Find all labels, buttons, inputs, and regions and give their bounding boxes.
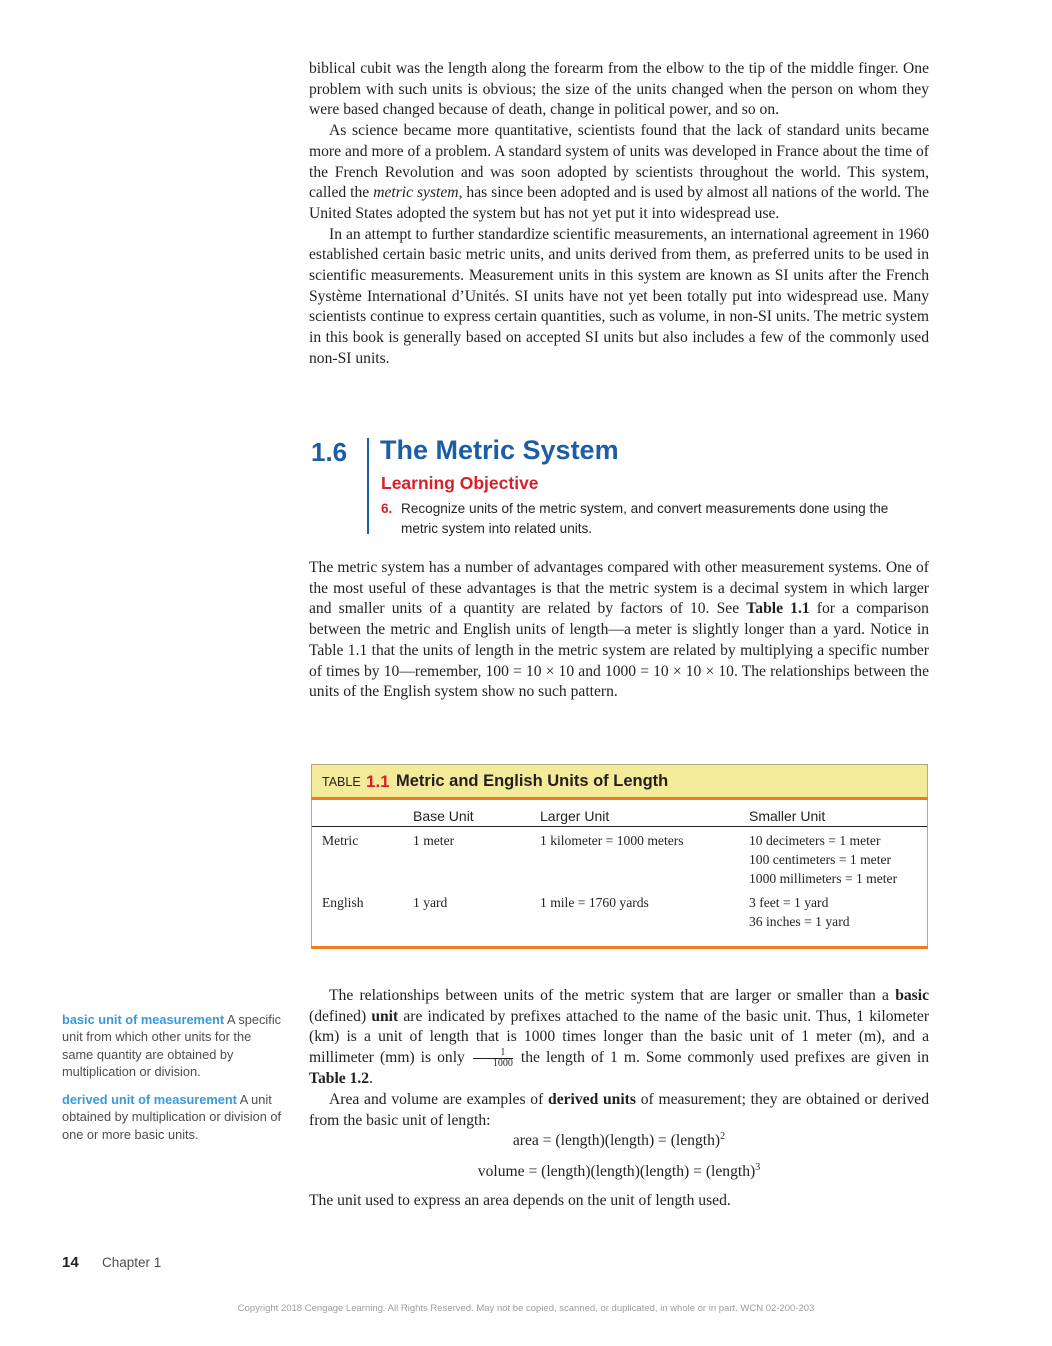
column-header-rule xyxy=(312,826,927,827)
table-bottom-rule xyxy=(311,946,928,949)
table-label: TABLE xyxy=(322,775,361,789)
table-1-2-reference: Table 1.2 xyxy=(309,1070,370,1088)
table-1-1-reference: Table 1.1 xyxy=(746,600,810,618)
fraction-one-thousandth: $\frac{1}{1000}$ xyxy=(473,1048,513,1069)
table-top-rule xyxy=(311,797,928,800)
table-border-left xyxy=(311,800,312,946)
units-paragraph-2: Area and volume are examples of derived units of measurement; they are obtained or derived from the basic unit of length: xyxy=(309,1090,929,1129)
term-basic: basic xyxy=(895,987,929,1004)
copyright-notice: Copyright 2018 Cengage Learning. All Rights Reserved. May not be copied, scanned, or duplicated, in whole or in part. WCN 02-200-203 xyxy=(237,1303,815,1314)
glossary-entry-basic-unit xyxy=(62,1011,284,1080)
table-1-1 xyxy=(311,764,928,949)
row-english-base: 1 yard xyxy=(413,895,448,910)
glossary-definition: A specific unit from which other units for the same quantity are obtained by multiplication or division. xyxy=(62,1012,282,1079)
glossary-term: derived unit of measurement xyxy=(62,1092,237,1108)
metric-paragraph-1: The metric system has a number of advantages compared with other measurement systems. One of the most useful of these advantages is that the metric system is a decimal system in which larger and smaller units of a quantity are related by factors of 10. See Table 1.1 for a comparison between the metric and English units of length—a meter is slightly longer than a yard. Notice in Table 1.1 that the units of length in the metric system are related by multiplying a specific number of times by 10—remember, 100 = 10 × 10 and 1000 = 10 × 10 × 10. The relationships between the units of the English system show no such pattern. xyxy=(309,559,929,701)
row-english-larger: 1 mile = 1760 yards xyxy=(540,895,649,910)
row-metric-smaller-3: 1000 millimeters = 1 meter xyxy=(749,871,898,886)
learning-objective-heading: Learning Objective xyxy=(381,473,539,493)
volume-equation: volume = (length)(length)(length) = (length)$^3$ xyxy=(477,1161,761,1180)
table-number: 1.1 xyxy=(366,772,390,791)
chapter-label: Chapter 1 xyxy=(102,1255,162,1270)
column-header-base-unit: Base Unit xyxy=(413,808,474,824)
learning-objective-text: Recognize units of the metric system, and convert measurements done using the metric system into related units. xyxy=(401,501,889,536)
metric-system-emphasis: metric system xyxy=(373,184,459,202)
units-text xyxy=(309,986,929,1211)
row-metric-base: 1 meter xyxy=(413,833,455,848)
margin-glossary xyxy=(62,1011,284,1154)
section-heading-rule xyxy=(367,438,369,534)
row-english-system: English xyxy=(322,895,364,910)
intro-paragraph-2: As science became more quantitative, scientists found that the lack of standard units became more and more of a problem. A standard system of units was developed in France about the time of the French Revolution and was soon adopted by scientists throughout the world. This system, called the metric system, has since been adopted and is used by almost all nations of the world. The United States adopted the system but has not yet put it into widespread use. xyxy=(309,122,929,222)
table-border-right xyxy=(927,800,928,946)
area-equation: area = (length)(length) = (length)$^2$ xyxy=(512,1131,726,1150)
term-derived-units: derived units xyxy=(548,1090,636,1108)
term-unit: unit xyxy=(371,1007,399,1025)
row-english-smaller-2: 36 inches = 1 yard xyxy=(749,914,850,929)
glossary-term: basic unit of measurement xyxy=(62,1012,225,1027)
learning-objective-number: 6. xyxy=(381,501,393,516)
column-header-larger-unit: Larger Unit xyxy=(540,808,610,824)
intro-paragraph-1: biblical cubit was the length along the forearm from the elbow to the tip of the middle finger. One problem with such units is obvious; the size of the units changed when the person on whom they were based changed because of death, change in political power, and so on. xyxy=(309,60,929,119)
learning-objective-item xyxy=(381,499,926,538)
table-title: Metric and English Units of Length xyxy=(396,772,669,790)
glossary-entry-derived-unit xyxy=(62,1091,284,1143)
units-paragraph-1: The relationships between units of the metric system that are larger or smaller than a basic (defined) unit are indicated by prefixes attached to the name of the basic unit. Thus, 1 kilometer (km) is a unit of length that is 1000 times longer than the basic unit of 1 meter (m), and a millimeter (mm) is only $\frac{1}{1000}$ the length of 1 m. Some commonly used prefixes are given in Table 1.2. xyxy=(309,987,930,1088)
section-title: The Metric System xyxy=(380,435,619,465)
column-header-smaller-unit: Smaller Unit xyxy=(749,808,826,824)
row-metric-larger: 1 kilometer = 1000 meters xyxy=(540,833,684,848)
page-number: 14 xyxy=(62,1254,79,1271)
section-number: 1.6 xyxy=(311,437,348,467)
metric-system-text xyxy=(309,558,929,703)
units-paragraph-3: The unit used to express an area depends on the unit of length used. xyxy=(309,1191,731,1209)
row-metric-smaller-2: 100 centimeters = 1 meter xyxy=(749,852,892,867)
row-metric-system: Metric xyxy=(322,833,359,848)
glossary-definition: A unit obtained by multiplication or division of one or more basic units. xyxy=(62,1092,282,1142)
intro-paragraph-3: In an attempt to further standardize scientific measurements, an international agreement in 1960 established certain basic metric units, and units derived from them, as preferred units to be used in scientific measurements. Measurement units in this system are known as SI units after the French Système International d’Unités. SI units have not yet been totally put into widespread use. Many scientists continue to express certain quantities, such as volume, in non-SI units. The metric system in this book is generally based on accepted SI units but also includes a few of the commonly used non-SI units. xyxy=(309,225,929,367)
intro-text xyxy=(309,59,929,370)
row-metric-smaller-1: 10 decimeters = 1 meter xyxy=(749,833,881,848)
row-english-smaller-1: 3 feet = 1 yard xyxy=(749,895,829,910)
